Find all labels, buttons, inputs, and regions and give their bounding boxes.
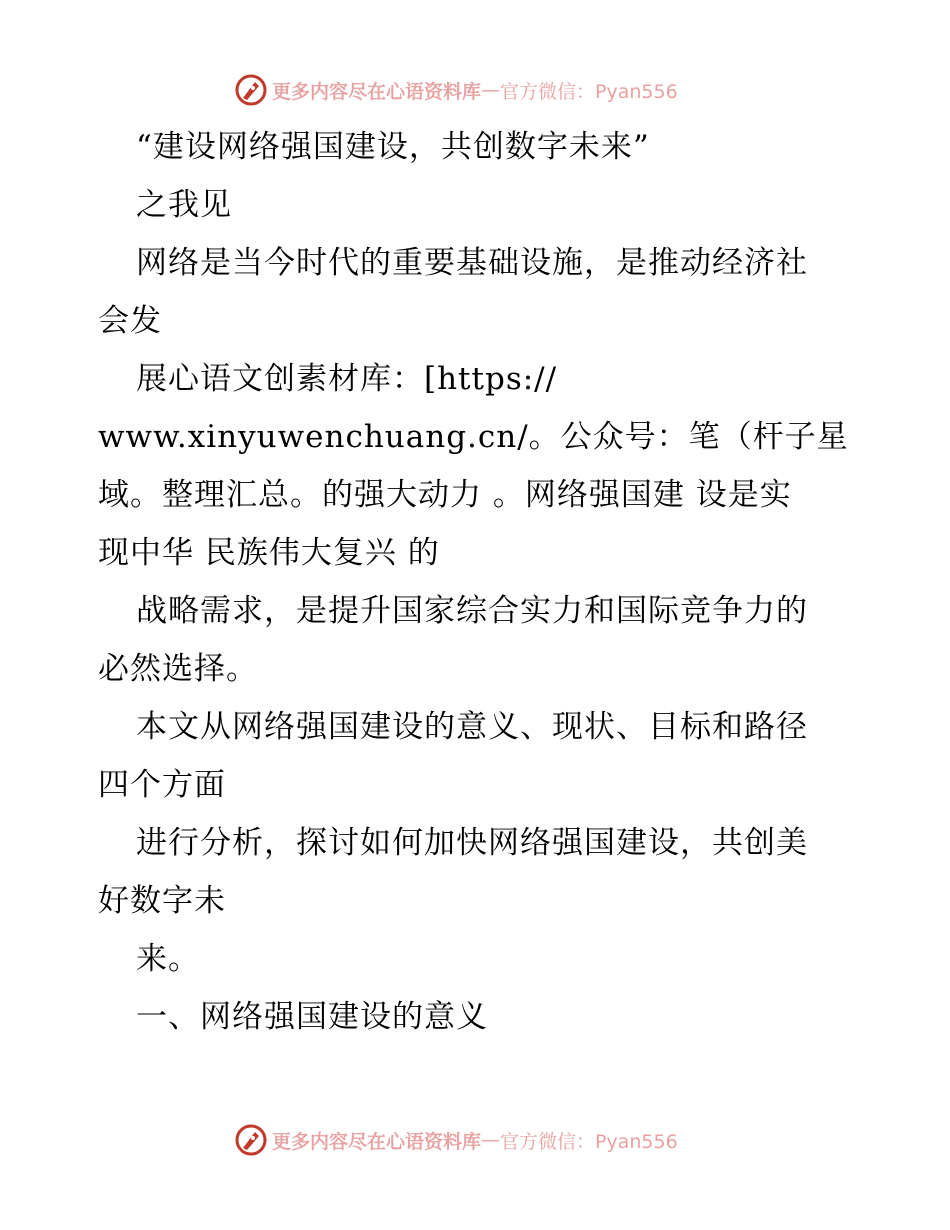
banner-separator: — [481, 79, 501, 101]
paragraph-line: www.xinyuwenchuang.cn/。公众号：笔（杆子星 [98, 419, 849, 455]
paragraph-line: 展心语文创素材库：[https:// [136, 361, 558, 397]
doc-title-line-1: “建设网络强国建设，共创数字未来” [136, 129, 650, 165]
paragraph-line: 四个方面 [98, 767, 226, 803]
paragraph-line: 网络是当今时代的重要基础设施，是推动经济社 [136, 245, 808, 281]
paragraph-line: 战略需求，是提升国家综合实力和国际竞争力的 [136, 593, 808, 629]
paragraph-line: 会发 [98, 303, 162, 339]
header-banner [234, 72, 678, 108]
footer-banner [234, 1122, 678, 1158]
banner-wechat: 官方微信：Pyan556 [500, 1130, 678, 1153]
paragraph-line: 域。整理汇总。的强大动力 。网络强国建 设是实 [98, 477, 792, 513]
doc-title-line-2: 之我见 [136, 187, 232, 223]
banner-wechat: 官方微信：Pyan556 [500, 80, 678, 103]
paragraph-line: 本文从网络强国建设的意义、现状、目标和路径 [136, 709, 808, 745]
banner-text: 更多内容尽在心语资料库 [272, 80, 482, 103]
paragraph-line: 必然选择。 [98, 651, 258, 687]
paragraph-line: 进行分析，探讨如何加快网络强国建设，共创美 [136, 825, 808, 861]
pen-nib-circle-icon [234, 1123, 268, 1157]
paragraph-line: 好数字未 [98, 883, 226, 919]
paragraph-line: 来。 [136, 941, 200, 977]
paragraph-line: 现中华 民族伟大复兴 的 [98, 535, 440, 571]
pen-nib-circle-icon [234, 73, 268, 107]
banner-text: 更多内容尽在心语资料库 [272, 1130, 482, 1153]
section-heading: 一、网络强国建设的意义 [136, 999, 488, 1035]
banner-separator: — [481, 1129, 501, 1151]
document-body [98, 118, 858, 1046]
